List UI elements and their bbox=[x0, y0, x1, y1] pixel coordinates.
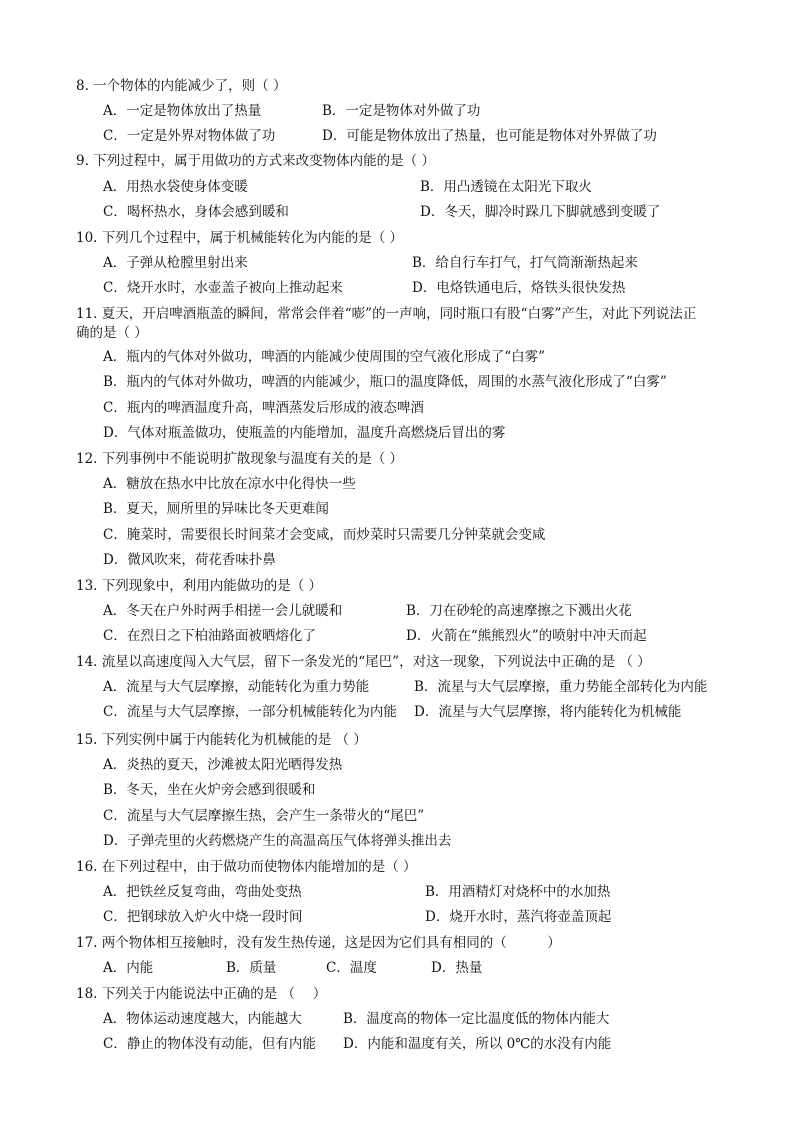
question-11-option-a-row bbox=[0, 345, 794, 369]
question-text: 17. 两个物体相互接触时，没有发生热传递，这是因为它们具有相同的（ ） bbox=[76, 935, 561, 951]
question-text: 16. 在下列过程中，由于做功而使物体内能增加的是（ ） bbox=[76, 859, 417, 875]
question-12-option-c-row bbox=[0, 523, 794, 547]
option-b[interactable]: B．流星与大气层摩擦，重力势能全部转化为内能 bbox=[414, 679, 708, 695]
option-a[interactable]: A．瓶内的气体对外做功，啤酒的内能减少使周围的空气液化形成了“白雾” bbox=[103, 349, 546, 365]
question-9-options-row-2 bbox=[0, 200, 794, 224]
question-text: 18. 下列关于内能说法中正确的是 （ ） bbox=[76, 986, 327, 1002]
option-d[interactable]: D．子弹壳里的火药燃烧产生的高温高压气体将弹头推出去 bbox=[103, 833, 452, 849]
question-16-stem bbox=[0, 855, 794, 879]
option-d[interactable]: D．可能是物体放出了热量，也可能是物体对外界做了功 bbox=[322, 128, 657, 144]
question-10-options-row-2 bbox=[0, 276, 794, 300]
option-d[interactable]: D．烧开水时，蒸汽将壶盖顶起 bbox=[425, 909, 612, 925]
question-text: 10. 下列几个过程中，属于机械能转化为内能的是（ ） bbox=[76, 230, 404, 246]
question-text: 13. 下列现象中，利用内能做功的是（ ） bbox=[76, 578, 323, 594]
question-12-stem bbox=[0, 447, 794, 471]
question-11-option-b-row bbox=[0, 370, 794, 394]
question-13-options-row-2 bbox=[0, 624, 794, 648]
option-d[interactable]: D．冬天，脚冷时跺几下脚就感到变暖了 bbox=[420, 204, 661, 220]
option-b[interactable]: B．瓶内的气体对外做功，啤酒的内能减少，瓶口的温度降低，周围的水蒸气液化形成了“白雾” bbox=[103, 374, 667, 390]
question-9-options-row-1 bbox=[0, 175, 794, 199]
question-14-stem bbox=[0, 650, 794, 674]
question-text: 15. 下列实例中属于内能转化为机械能的是 （ ） bbox=[76, 732, 367, 748]
option-c[interactable]: C．烧开水时，水壶盖子被向上推动起来 bbox=[103, 280, 343, 296]
option-b[interactable]: B．给自行车打气，打气筒渐渐热起来 bbox=[412, 255, 638, 271]
question-12-option-a-row bbox=[0, 472, 794, 496]
option-b[interactable]: B．夏天，厕所里的异味比冬天更难闻 bbox=[103, 501, 329, 517]
question-17-options-row bbox=[0, 956, 794, 980]
question-9-stem bbox=[0, 149, 794, 173]
option-a[interactable]: A．子弹从枪膛里射出来 bbox=[103, 255, 248, 271]
question-11-option-c-row bbox=[0, 396, 794, 420]
option-a[interactable]: A．把铁丝反复弯曲，弯曲处变热 bbox=[103, 884, 302, 900]
option-b[interactable]: B．用凸透镜在太阳光下取火 bbox=[420, 179, 592, 195]
option-c[interactable]: C．腌菜时，需要很长时间菜才会变咸，而炒菜时只需要几分钟菜就会变咸 bbox=[103, 527, 546, 543]
question-15-option-b-row bbox=[0, 778, 794, 802]
question-text: 8. 一个物体的内能减少了，则（ ） bbox=[76, 78, 287, 94]
question-15-option-d-row bbox=[0, 829, 794, 853]
question-text: 12. 下列事例中不能说明扩散现象与温度有关的是（ ） bbox=[76, 451, 404, 467]
question-8-options-row-2 bbox=[0, 124, 794, 148]
option-b[interactable]: B．刀在砂轮的高速摩擦之下溅出火花 bbox=[406, 603, 632, 619]
question-13-stem bbox=[0, 574, 794, 598]
question-12-option-b-row bbox=[0, 497, 794, 521]
question-10-options-row-1 bbox=[0, 251, 794, 275]
option-c[interactable]: C．喝杯热水，身体会感到暖和 bbox=[103, 204, 289, 220]
option-c[interactable]: C．瓶内的啤酒温度升高，啤酒蒸发后形成的液态啤酒 bbox=[103, 400, 424, 416]
option-c[interactable]: C．流星与大气层摩擦，一部分机械能转化为内能 bbox=[103, 704, 397, 720]
question-14-options-row-2 bbox=[0, 700, 794, 724]
question-text: 9. 下列过程中，属于用做功的方式来改变物体内能的是（ ） bbox=[76, 153, 435, 169]
question-8-stem bbox=[0, 74, 794, 98]
option-d[interactable]: D．火箭在“熊熊烈火”的喷射中冲天而起 bbox=[406, 628, 647, 644]
question-11-option-d-row bbox=[0, 421, 794, 445]
option-d[interactable]: D．气体对瓶盖做功，使瓶盖的内能增加，温度升高燃烧后冒出的雾 bbox=[103, 425, 506, 441]
question-8-options-row-1 bbox=[0, 99, 794, 123]
option-b[interactable]: B．用酒精灯对烧杯中的水加热 bbox=[425, 884, 611, 900]
question-18-options-row-1 bbox=[0, 1007, 794, 1031]
option-d[interactable]: D．内能和温度有关，所以 0℃的水没有内能 bbox=[343, 1036, 612, 1052]
question-text: 确的是（ ） bbox=[76, 325, 148, 341]
question-15-option-c-row bbox=[0, 804, 794, 828]
question-13-options-row-1 bbox=[0, 599, 794, 623]
question-17-stem bbox=[0, 931, 794, 955]
question-12-option-d-row bbox=[0, 548, 794, 572]
option-d[interactable]: D．微风吹来，荷花香味扑鼻 bbox=[103, 552, 276, 568]
option-a[interactable]: A．糖放在热水中比放在凉水中化得快一些 bbox=[103, 476, 356, 492]
option-c[interactable]: C．把钢球放入炉火中烧一段时间 bbox=[103, 909, 303, 925]
question-18-stem bbox=[0, 982, 794, 1006]
option-a[interactable]: A．冬天在户外时两手相搓一会儿就暖和 bbox=[103, 603, 343, 619]
option-b[interactable]: B．冬天，坐在火炉旁会感到很暖和 bbox=[103, 782, 316, 798]
question-18-options-row-2 bbox=[0, 1032, 794, 1056]
option-c[interactable]: C．在烈日之下柏油路面被晒熔化了 bbox=[103, 628, 316, 644]
question-15-stem bbox=[0, 728, 794, 752]
option-a[interactable]: A．用热水袋使身体变暖 bbox=[103, 179, 248, 195]
option-b[interactable]: B．质量 bbox=[226, 960, 277, 976]
question-16-options-row-1 bbox=[0, 880, 794, 904]
question-15-option-a-row bbox=[0, 753, 794, 777]
question-16-options-row-2 bbox=[0, 905, 794, 929]
option-a[interactable]: A．物体运动速度越大，内能越大 bbox=[103, 1011, 302, 1027]
option-d[interactable]: D．流星与大气层摩擦，将内能转化为机械能 bbox=[414, 704, 682, 720]
option-c[interactable]: C．温度 bbox=[326, 960, 377, 976]
option-c[interactable]: C．静止的物体没有动能，但有内能 bbox=[103, 1036, 316, 1052]
option-a[interactable]: A．炎热的夏天，沙滩被太阳光晒得发热 bbox=[103, 757, 343, 773]
option-d[interactable]: D．热量 bbox=[431, 960, 483, 976]
question-11-stem-line-2 bbox=[0, 321, 794, 345]
question-text: 14. 流星以高速度闯入大气层，留下一条发光的“尾巴”，对这一现象，下列说法中正确的是 （ ） bbox=[76, 654, 651, 670]
question-10-stem bbox=[0, 226, 794, 250]
option-a[interactable]: A．内能 bbox=[103, 960, 154, 976]
question-14-options-row-1 bbox=[0, 675, 794, 699]
option-d[interactable]: D．电烙铁通电后，烙铁头很快发热 bbox=[412, 280, 626, 296]
option-a[interactable]: A．一定是物体放出了热量 bbox=[103, 103, 262, 119]
option-b[interactable]: B．温度高的物体一定比温度低的物体内能大 bbox=[343, 1011, 610, 1027]
question-text: 11. 夏天，开启啤酒瓶盖的瞬间，常常会伴着“嘭”的一声响，同时瓶口有股“白雾”产生，对此下列说法正 bbox=[76, 306, 697, 322]
option-c[interactable]: C．一定是外界对物体做了功 bbox=[103, 128, 276, 144]
option-b[interactable]: B．一定是物体对外做了功 bbox=[322, 103, 481, 119]
option-c[interactable]: C．流星与大气层摩擦生热，会产生一条带火的“尾巴” bbox=[103, 808, 425, 824]
option-a[interactable]: A．流星与大气层摩擦，动能转化为重力势能 bbox=[103, 679, 370, 695]
